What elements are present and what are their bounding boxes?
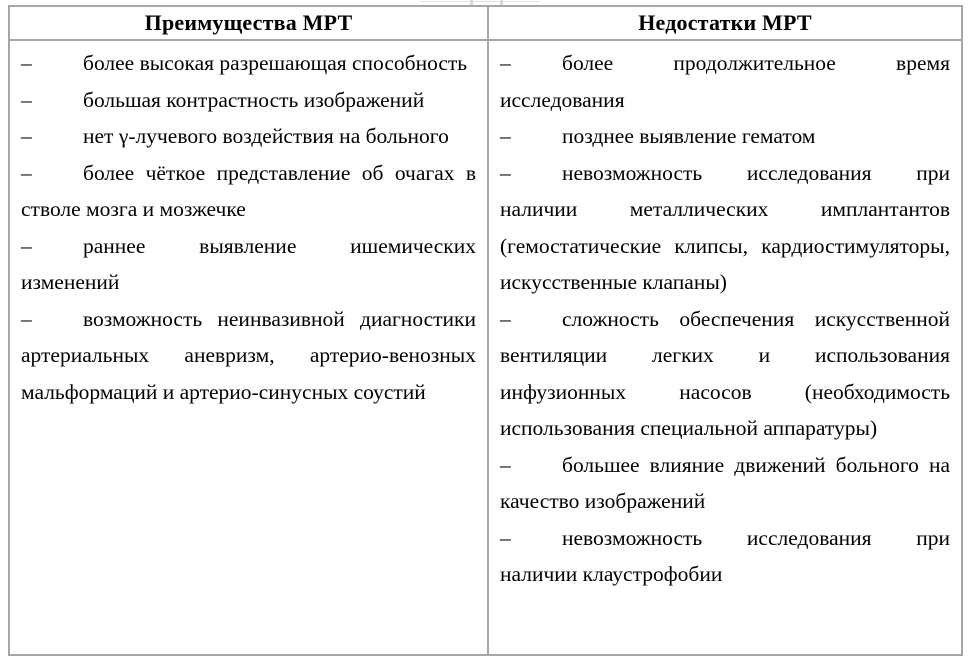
list-item [500,520,950,593]
list-item [500,301,950,447]
dash-marker-icon: – [500,452,511,477]
list-item [500,155,950,301]
list-item-text: невозможность исследования при наличии металлических имплантантов (гемостатические клипсы, кардиостимуляторы, искусственные клапаны) [500,160,950,294]
list-item [21,82,476,119]
table-cell-advantages [10,41,487,656]
advantages-list [10,41,487,656]
table-header-cell-advantages [10,7,487,39]
list-item-text: возможность неинвазивной диагностики артериальных аневризм, артерио-венозных мальформаций и артерио-синусных соустий [21,306,476,404]
dash-marker-icon: – [500,525,511,550]
list-item [500,447,950,520]
dash-marker-icon: – [21,306,32,331]
list-item-text: более продолжительное время исследования [500,51,950,112]
list-item-text: большая контрастность изображений [83,87,425,112]
list-item [21,155,476,228]
list-item-text: большее влияние движений больного на качество изображений [500,452,950,513]
list-item-text: более высокая разрешающая способность [83,51,468,75]
dash-marker-icon: – [21,160,32,185]
list-item [21,45,476,82]
column-header-disadvantages: Недостатки МРТ [638,10,812,35]
dash-marker-icon: – [500,160,511,185]
list-item-text: раннее выявление ишемических изменений [21,233,476,294]
dash-marker-icon: – [500,306,511,331]
list-item [21,118,476,155]
dash-marker-icon: – [500,51,511,75]
list-item-text: невозможность исследования при наличии клаустрофобии [500,525,950,586]
list-item [500,45,950,118]
list-item [500,118,950,155]
dash-marker-icon: – [21,233,32,258]
scan-artifact-line [420,1,540,2]
list-item-text: позднее выявление гематом [562,124,816,148]
column-header-advantages: Преимущества МРТ [144,10,353,35]
list-item-text: сложность обеспечения искусственной вентиляции легких и использования инфузионных насосов (необходимость использования специальной аппаратуры) [500,306,950,440]
dash-marker-icon: – [500,124,511,148]
list-item [21,228,476,301]
list-item [21,301,476,411]
dash-marker-icon: – [21,87,32,112]
table-header-cell-disadvantages [487,7,961,39]
dash-marker-icon: – [21,124,32,148]
disadvantages-list [489,41,961,656]
table-body-row [10,41,961,656]
table-cell-disadvantages [487,41,961,656]
list-item-text: нет γ-лучевого воздействия на больного [83,124,449,148]
dash-marker-icon: – [21,51,32,75]
table-header-row [10,7,961,41]
comparison-table [8,5,963,656]
list-item-text: более чёткое представление об очагах в стволе мозга и мозжечке [21,160,476,221]
